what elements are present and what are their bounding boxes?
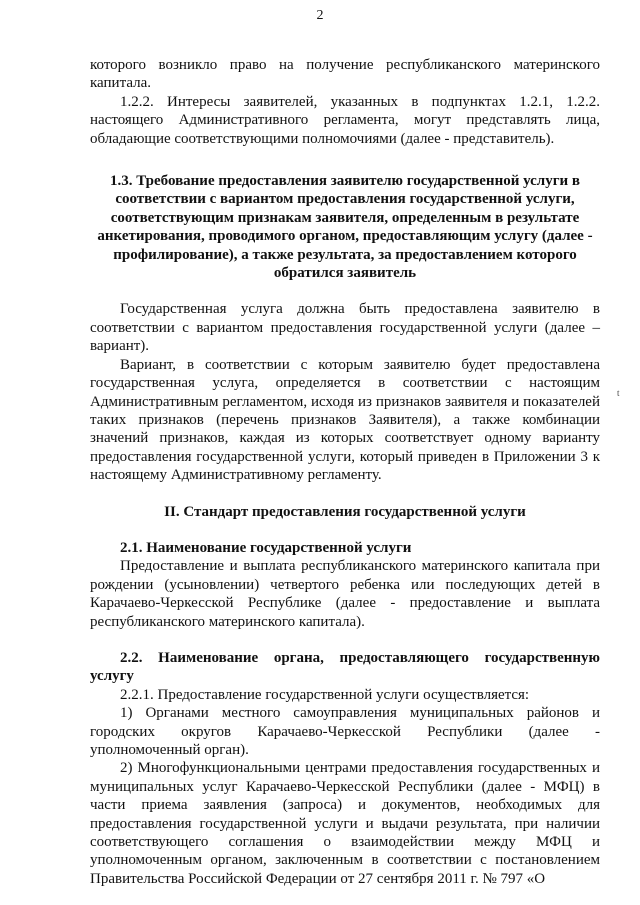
section-heading-2-2: 2.2. Наименование органа, предоставляющего государственную услугу <box>90 649 600 685</box>
paragraph-2-2-1: 2.2.1. Предоставление государственной услуги осуществляется: <box>120 686 530 703</box>
paragraph-local-authorities: 1) Органами местного самоуправления муниципальных районов и городских округов Карачаево-Черкесской Республики (далее - уполномоченный орган). <box>90 705 600 758</box>
paragraph-1-2-2: 1.2.2. Интересы заявителей, указанных в подпунктах 1.2.1, 1.2.2. настоящего Административного регламента, могут представлять лица, обладающие соответствующими полномочиями (далее - представитель). <box>90 93 600 147</box>
paragraph-continuation: которого возникло право на получение республиканского материнского капитала. <box>90 57 600 92</box>
paragraph-service-name: Предоставление и выплата республиканского материнского капитала при рождении (усыновлении) четвертого ребенка или последующих детей в Карачаево-Черкесской Республике (далее - предоставление и выплата республиканского материнского капитала). <box>90 558 600 630</box>
section-heading-2-1: 2.1. Наименование государственной услуги <box>120 539 412 556</box>
paragraph-service-variant: Государственная услуга должна быть предоставлена заявителю в соответствии с вариантом предоставления государственной услуги (далее – вариант). <box>90 301 600 355</box>
page-number: 2 <box>316 8 324 23</box>
chapter-heading-ii: II. Стандарт предоставления государственной услуги <box>164 503 526 520</box>
paragraph-mfc: 2) Многофункциональными центрами предоставления государственных и муниципальных услуг Карачаево-Черкесской Республики (далее - МФЦ) в части приема заявления (запроса) и документов, необходимых для предоставления государственной услуги и выдачи результата, при наличии соответствующего соглашения о взаимодействии между МФЦ и уполномоченным органом, заключенным в соответствии с постановлением Правительства Российской Федерации от 27 сентября 2011 г. № 797 «О <box>90 760 600 887</box>
margin-mark: t <box>617 388 620 398</box>
section-heading-1-3: 1.3. Требование предоставления заявителю государственной услуги в соответствии с вариантом предоставления государственной услуги, соответствующим признакам заявителя, определенным в результате анкетирования, проводимого органом, предоставляющим услугу (далее - профилирование), а также результата, за предоставлением которого обратился заявитель <box>97 173 593 282</box>
paragraph-variant-definition: Вариант, в соответствии с которым заявителю будет предоставлена государственная услуга, определяется в соответствии с настоящим Административным регламентом, исходя из признаков заявителя и показателей таких признаков (перечень признаков Заявителя), а также комбинации значений признаков, каждая из которых соответствует одному варианту предоставления государственной услуги, который приведен в Приложении 3 к настоящему Административному регламенту. <box>90 356 600 484</box>
document-body <box>90 56 600 888</box>
